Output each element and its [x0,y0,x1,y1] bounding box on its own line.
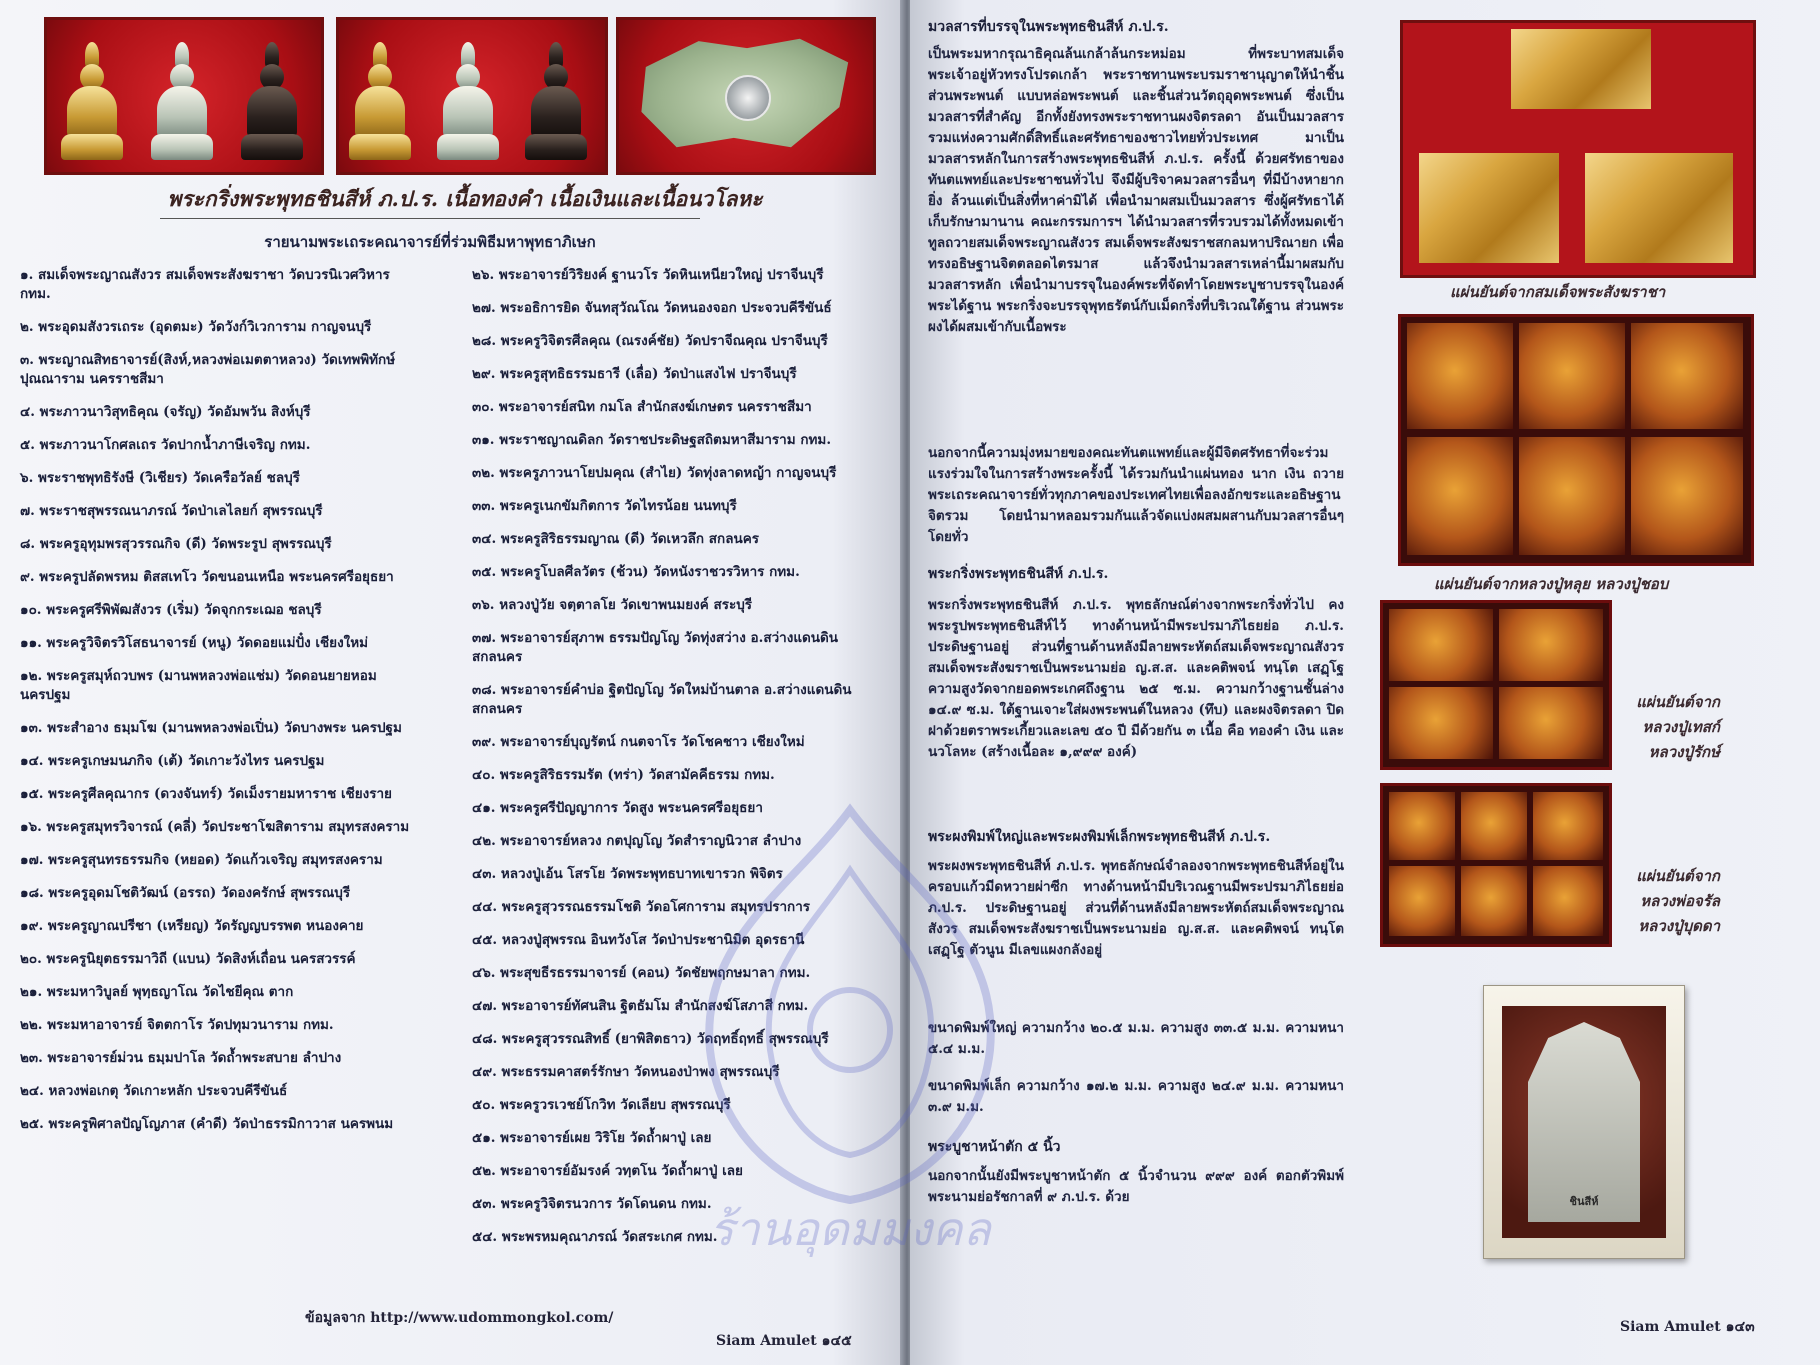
amulet-label: ชินสีห์ [1569,1195,1599,1208]
amulet-photo-1 [44,17,324,175]
list-item: ๑๓. พระสำอาง ธมฺมโฆ (มานพหลวงพ่อเปิ่น) วัดบางพระ นครปฐม [20,720,402,736]
amulet-photo-2 [336,17,608,175]
list-item: ๔. พระภาวนาวิสุทธิคุณ (จรัญ) วัดอัมพวัน สิงห์บุรี [20,404,311,420]
list-item: ๔๒. พระอาจารย์หลวง กตปุญโญ วัดสำราญนิวาส ลำปาง [472,833,802,849]
gold-buddha-figure [61,42,123,160]
paragraph-masses: เป็นพระมหากรุณาธิคุณล้นเกล้าล้นกระหม่อม ที่พระบาทสมเด็จพระเจ้าอยู่หัวทรงโปรดเกล้า พระราชทานพระบรมราชานุญาตให้นำชิ้นส่วนพระพนต์ แบบหล่อพระพนต์ และชิ้นส่วนวัตถุอุดพระพนต์ ซึ่งเป็นมวลสารที่สำคัญ อีกทั้งยังทรงพระราชทานผงจิตรลดา อันเป็นมวลสารรวมแห่งความศักดิ์สิทธิ์และศรัทธาของชาวไทยทั่วประเทศ มาเป็นมวลสารหลักในการสร้างพระพุทธชินสีห์ ภ.ป.ร. ครั้งนี้ ด้วยศรัทธาของทันตแพทย์และประชาชนทั่วไป จึงมีผู้บริจาคมวลสารอื่นๆ ที่มีบ้างหายากยิ่ง ล้วนแต่เป็นสิ่งที่หาค่ามิได้ เพื่อนำมาผสมเป็นมวลสาร ซึ่งผู้ศรัทธาได้เก็บรักษามานาน คณะกรรมการฯ ได้นำมวลสารที่รวบรวมได้ทั้งหมดเข้าทูลถวายสมเด็จพระญาณสังวร สมเด็จพระสังฆราชสกลมหาปริณายก เพื่อทรงอธิษฐานจิตตลอดไตรมาส แล้วจึงนำมวลสารเหล่านี้มาผสมกับมวลสารหลัก เพื่อนำมาบรรจุในองค์พระที่จัดทำโดยพระบูชาบรรจุในองค์พระได้ฐาน พระกริ่งจะบรรจุพุทธรัตน์กับเม็ดกริ่งที่บริเวณใต้ฐาน ส่วนพระผงได้ผสมเข้ากับเนื้อพระ [928,46,1344,335]
list-item: ๙. พระครูปลัดพรหม ติสสเทโว วัดขนอนเหนือ พระนครศรีอยุธยา [20,569,394,585]
gold-leaf [1585,153,1733,263]
list-item: ๑๐. พระครูศรีพิพัฒสังวร (เริ่ม) วัดจุกกระเฌอ ชลบุรี [20,602,322,618]
watermark-logo [640,800,1060,1260]
yant-sheet-grid-3 [1380,783,1612,947]
silver-buddha-figure [151,42,213,160]
bronze-buddha-figure [525,42,587,160]
yant-tile [1407,323,1513,429]
medallion [725,75,771,121]
yant-tile [1389,866,1455,936]
list-item: ๑๘. พระครูอุดมโชติวัฒน์ (อรรถ) วัดองครักษ์ สุพรรณบุรี [20,885,351,901]
list-item: ๔๕. หลวงปู่สุพรรณ อินทวังโส วัดป่าประชานิมิต อุดรธานี [472,932,805,948]
yant-tile [1533,792,1603,860]
list-item: ๔๙. พระธรรมคาสตร์รักษา วัดหนองป่าพง สุพรรณบุรี [472,1064,780,1080]
page-number-right: Siam Amulet ๑๔๓ [1620,1319,1755,1335]
list-item: ๒๖. พระอาจารย์วิริยงค์ ฐานวโร วัดหินเหนียวใหญ่ ปราจีนบุรี [472,267,824,283]
paragraph-phong: พระผงพระพุทธชินสีห์ ภ.ป.ร. พุทธลักษณ์จำลองจากพระพุทธชินสีห์อยู่ในครอบแก้วมีดหวายผ่าซีก ทางด้านหน้ามีบริเวณฐานมีพระปรมาภิไธยย่อ ภ.ป.ร. ประดิษฐานอยู่ ส่วนที่ด้านหลังมีลายพระหัตถ์สมเด็จพระญาณสังวร สมเด็จพระสังฆราชเป็นพระนามย่อ ญ.ส.ส. และคติพจน์ ทนฺโต เสฏฺโฐ ตัวนูน มีเลขแผงกลังอยู่ [928,858,1344,958]
framed-amulet [1483,985,1685,1259]
section-heading-krueng: พระกริ่งพระพุทธชินสีห์ ภ.ป.ร. [928,566,1109,582]
list-item: ๓. พระญาณสิทธาจารย์(สิงห์,หลวงพ่อเมตตาหลวง) วัดเทพพิทักษ์ปุณณาราม นครราชสีมา [20,352,396,387]
silver-buddha-figure [437,42,499,160]
section-heading-phong: พระผงพิมพ์ใหญ่และพระผงพิมพ์เล็กพระพุทธชินสีห์ ภ.ป.ร. [928,829,1271,845]
list-item: ๔๔. พระครูสุวรรณธรรมโชติ วัดอโศการาม สมุทรปราการ [472,899,811,915]
list-item: ๒๙. พระครูสุทธิธรรมธารี (เลื่อ) วัดป่าแสงไฟ ปราจีนบุรี [472,366,797,382]
yant-tile [1461,792,1527,860]
list-item: ๖. พระราชพุทธิรังษี (วิเชียร) วัดเครือวัลย์ ชลบุรี [20,470,300,486]
yant-tile [1461,866,1527,936]
list-item: ๔๘. พระครูสุวรรณสิทธิ์ (ยาพิสิตธาว) วัดฤทธิ์ฤทธิ์ สุพรรณบุรี [472,1031,829,1047]
yant-tile [1519,437,1625,555]
list-item: ๓๐. พระอาจารย์สนิท กมโล สำนักสงฆ์เกษตร นครราชสีมา [472,399,812,415]
yant-sheet-grid-1 [1398,314,1754,566]
list-item: ๓๑. พระราชญาณดิลก วัดราชประดิษฐสถิตมหาสีมาราม กทม. [472,432,832,448]
page-number-left: Siam Amulet ๑๔๕ [716,1333,852,1349]
list-item: ๓๒. พระครูภาวนาโยปมคุณ (สำไย) วัดทุ่งลาดหญ้า กาญจนบุรี [472,465,837,481]
list-item: ๔๗. พระอาจารย์ทัศนสิน ฐิตธัมโม สำนักสงฆ์โสภาสี กทม. [472,998,809,1014]
list-item: ๑๔. พระครูเกษมนภกิจ (เต้) วัดเกาะวังไทร นครปฐม [20,753,325,769]
list-item: ๕๐. พระครูวรเวชย์โกวิท วัดเลียบ สุพรรณบุรี [472,1097,731,1113]
list-item: ๑๙. พระครูญาณปรีชา (เหรียญ) วัดรัญญบรรพต หนองคาย [20,918,364,934]
list-item: ๒๘. พระครูวิจิตรศีลคุณ (ณรงค์ชัย) วัดปราจีณคุณ ปราจีนบุรี [472,333,828,349]
paragraph-krueng: พระกริ่งพระพุทธชินสีห์ ภ.ป.ร. พุทธลักษณ์ต่างจากพระกริ่งทั่วไป คงพระรูปพระพุทธชินสีห์ไว้ ทางด้านหน้ามีพระปรมาภิไธยย่อ ภ.ป.ร. ประดิษฐานอยู่ ส่วนที่ฐานด้านหลังมีลายพระหัตถ์สมเด็จพระญาณสังวร สมเด็จพระสังฆราชเป็นพระนามย่อ ญ.ส.ส. และคติพจน์ ทนฺโต เสฏฺโฐ ความสูงวัดจากยอดพระเกศถึงฐาน ๒๕ ซ.ม. ความกว้างฐานชั้นล่าง ๑๔.๙ ซ.ม. ใต้ฐานเจาะใส่ผงพระพนต์ในหลวง (ทึบ) และผงจิตรลดา ปิดฝาด้วยตราพระเกี้ยวและเลข ๕๐ ปี มีด้วยกัน ๓ เนื้อ คือ ทองคำ เงิน และนวโลหะ (สร้างเนื้อละ ๑,๙๙๙ องค์) [928,597,1344,760]
yant-tile [1533,866,1603,936]
list-item: ๔๑. พระครูศรีปัญญาการ วัดสูง พระนครศรีอยุธยา [472,800,763,816]
yant-tile [1631,323,1743,429]
list-item: ๓๕. พระครูโบลศีลวัตร (ช้วน) วัดหนังราชวรวิหาร กทม. [472,564,800,580]
list-item: ๑. สมเด็จพระญาณสังวร สมเด็จพระสังฆราชา วัดบวรนิเวศวิหาร กทม. [20,267,390,302]
gold-buddha-figure [349,42,411,160]
caption-line: หลวงปู่บุดดา [1638,917,1720,935]
list-item: ๑๕. พระครูศีลคุณากร (ดวงจันทร์) วัดเม็งรายมหาราช เชียงราย [20,786,392,802]
list-item: ๕๔. พระพรหมคุณาภรณ์ วัดสระเกศ กทม. [472,1229,718,1245]
yant-tile [1499,687,1603,759]
bronze-buddha-figure [241,42,303,160]
source-credit: ข้อมูลจาก http://www.udommongkol.com/ [305,1310,614,1326]
list-item: ๔๖. พระสุขธีรธรรมาจารย์ (คอน) วัดชัยพฤกษมาลา กทม. [472,965,811,981]
photo-caption: พระกริ่งพระพุทธชินสีห์ ภ.ป.ร. เนื้อทองคำ เนื้อเงินและเนื้อนวโลหะ [167,186,763,211]
list-item: ๓๙. พระอาจารย์บุญรัตน์ กนตจาโร วัดโชคชาว เชียงใหม่ [472,734,805,750]
yant-tile [1631,437,1743,555]
yant-tile [1407,437,1513,555]
list-item: ๒๒. พระมหาอาจารย์ จิตตกาโร วัดปทุมวนาราม กทม. [20,1017,334,1033]
list-item: ๕. พระภาวนาโกศลเถร วัดปากน้ำภาษีเจริญ กทม. [20,437,311,453]
paragraph-gold-sheets: นอกจากนี้ความมุ่งหมายของคณะทันตแพทย์และผู้มีจิตศรัทธาที่จะร่วมแรงร่วมใจในการสร้างพระครั้งนี้ ได้รวมกันนำแผ่นทอง นาก เงิน ถวายพระเถระคณาจารย์ทั่วทุกภาคของประเทศไทยเพื่อลงอักขระและอธิษฐานจิตรวม โดยนำมาหลอมรวมกันแล้วจัดแบ่งผสมผสานกับมวลสารอื่นๆ โดยทั่ว [928,445,1344,545]
yant-tile [1389,609,1493,681]
caption-grid-3 [1610,864,1720,939]
list-item: ๑๒. พระครูสมุห์ถวบพร (มานพหลวงพ่อแช่ม) วัดดอนยายหอม นครปฐม [20,668,377,703]
caption-gold-sheet: แผ่นยันต์จากสมเด็จพระสังฆราชา [1450,283,1666,301]
list-item: ๒๗. พระอธิการยิด จันทสุวัณโณ วัดหนองจอก ประจวบคีรีขันธ์ [472,300,832,316]
list-item: ๓๓. พระครูเนกขัมกิตการ วัดไทรน้อย นนทบุรี [472,498,737,514]
yant-tile [1389,687,1493,759]
yant-tile [1519,323,1625,429]
list-item: ๕๓. พระครูวิจิตรนวการ วัดโดนดน กทม. [472,1196,712,1212]
amulet-photo-3 [616,17,876,175]
list-item: ๓๘. พระอาจารย์คำบ่อ ฐิตปัญโญ วัดใหม่บ้านตาล อ.สว่างแดนดิน สกลนคร [472,682,852,717]
size-large: ขนาดพิมพ์ใหญ่ ความกว้าง ๒๐.๕ ม.ม. ความสูง ๓๓.๕ ม.ม. ความหนา ๕.๔ ม.ม. [928,1020,1344,1057]
size-small: ขนาดพิมพ์เล็ก ความกว้าง ๑๗.๒ ม.ม. ความสูง ๒๔.๙ ม.ม. ความหนา ๓.๙ ม.ม. [928,1078,1344,1115]
gold-sheet-photo [1400,20,1756,278]
yant-tile [1499,609,1603,681]
list-item: ๑๖. พระครูสมุทรวิจารณ์ (คลี่) วัดประชาโฆสิตาราม สมุทรสงคราม [20,819,410,835]
caption-grid-2 [1610,690,1720,765]
list-item: ๓๖. หลวงปู่วัย จตฺตาลโย วัดเขาพนมยงค์ สระบุรี [472,597,753,613]
list-item: ๘. พระครูอุทุมพรสุวรรณกิจ (ดี) วัดพระรูป สุพรรณบุรี [20,536,332,552]
list-item: ๔๐. พระครูสิริธรรมรัต (ทร่า) วัดสามัคคีธรรม กทม. [472,767,775,783]
intro-heading: มวลสารที่บรรจุในพระพุทธชินสีห์ ภ.ป.ร. [928,19,1169,35]
caption-line: แผ่นยันต์จาก [1636,867,1720,885]
list-item: ๓๔. พระครูสิริธรรมญาณ (ดี) วัดเหวลึก สกลนคร [472,531,759,547]
caption-grid-1: แผ่นยันต์จากหลวงปู่หลุย หลวงปู่ชอบ [1434,575,1669,593]
yant-sheet-grid-2 [1380,600,1612,770]
caption-line: หลวงพ่อจรัล [1640,892,1720,910]
amulet-backing [1502,1006,1666,1238]
list-item: ๒๓. พระอาจารย์ม่วน ธมฺมปาโล วัดถ้ำพระสบาย ลำปาง [20,1050,342,1066]
list-item: ๕๒. พระอาจารย์อัมรงค์ วทฺตโน วัดถ้ำผาปู่ เลย [472,1163,743,1179]
list-item: ๕๑. พระอาจารย์เผย วิริโย วัดถ้ำผาปู่ เลย [472,1130,712,1146]
gold-leaf [1419,153,1559,263]
section-heading-bucha: พระบูชาหน้าตัก ๕ นิ้ว [928,1139,1061,1155]
watermark-text: ร้านอุดมมงคล [709,1202,991,1256]
caption-line: หลวงปู่รักษ์ [1648,743,1720,761]
caption-line: แผ่นยันต์จาก [1636,693,1720,711]
list-title: รายนามพระเถระคณาจารย์ที่ร่วมพิธีมหาพุทธาภิเษก [264,233,596,251]
list-item: ๒๔. หลวงพ่อเกตุ วัดเกาะหลัก ประจวบคีรีขันธ์ [20,1083,288,1099]
list-item: ๑๑. พระครูวิจิตรวิโสธนาจารย์ (หนู) วัดดอยแม่ปั๋ง เชียงใหม่ [20,635,369,651]
caption-line: หลวงปู่เทสก์ [1642,718,1720,736]
list-item: ๑๗. พระครูสุนทรธรรมกิจ (หยอด) วัดแก้วเจริญ สมุทรสงคราม [20,852,383,868]
list-item: ๔๓. หลวงปู่เอ้น โสรโย วัดพระพุทธบาทเขารวก พิจิตร [472,866,783,882]
gold-leaf [1511,29,1651,109]
list-item: ๒๐. พระครูนิยุตธรรมาวิถี (แบน) วัดสิงห์เถื่อน นครสวรรค์ [20,951,356,967]
list-item: ๓๗. พระอาจารย์สุภาพ ธรรมปัญโญ วัดทุ่งสว่าง อ.สว่างแดนดิน สกลนคร [472,630,839,665]
list-item: ๒๑. พระมหาวิบูลย์ พุทฺธญาโณ วัดไชยีคุณ ตาก [20,984,294,1000]
divider [160,218,700,219]
list-item: ๒๕. พระครูพิศาลปัญโญภาส (คำดี) วัดป่าธรรมิกาวาส นครพนม [20,1116,394,1132]
monk-list-column-1 [20,266,420,1148]
paragraph-bucha: นอกจากนั้นยังมีพระบูชาหน้าตัก ๕ นิ้วจำนวน ๙๙๙ องค์ ตอกตัวพิมพ์พระนามย่อรัชกาลที่ ๙ ภ.ป.ร. ด้วย [928,1168,1344,1205]
yant-tile [1389,792,1455,860]
list-item: ๒. พระอุดมสังวรเถระ (อุดตมะ) วัดวังก์วิเวการาม กาญจนบุรี [20,319,372,335]
list-item: ๗. พระราชสุพรรณนาภรณ์ วัดป่าเลไลยก์ สุพรรณบุรี [20,503,323,519]
